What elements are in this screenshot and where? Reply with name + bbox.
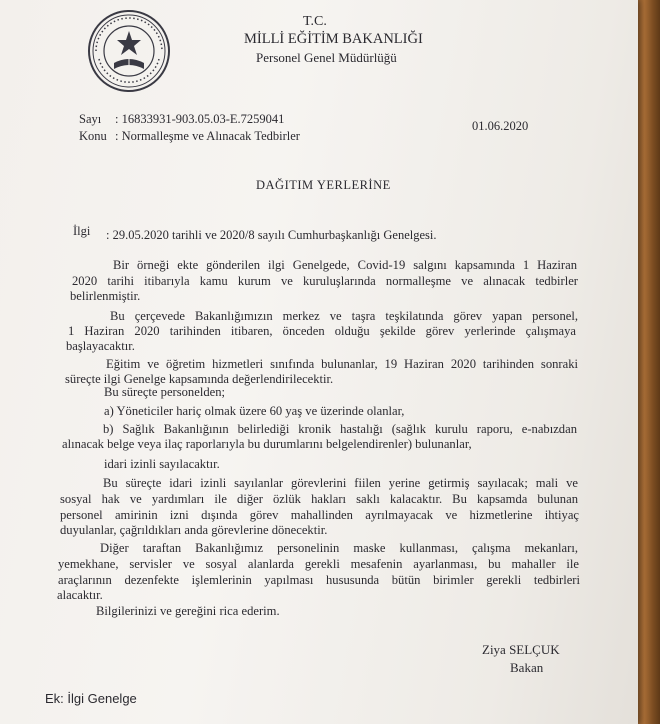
p4-conclusion: idari izinli sayılacaktır. — [104, 457, 220, 471]
p6-line1: Diğer taraftan Bakanlığımız personelinin maske kullanması, çalışma mekanları, — [100, 541, 578, 555]
konu-label: Konu — [79, 129, 107, 143]
attachment-note: Ek: İlgi Genelge — [45, 691, 137, 706]
tc-heading: T.C. — [303, 14, 327, 29]
p5-line2: sosyal hak ve yardımları ile diğer özlük hakları saklı kalacaktır. Bu kapsamda bulunan — [60, 492, 578, 506]
sayi-label: Sayı — [79, 112, 102, 126]
konu-value: : Normalleşme ve Alınacak Tedbirler — [115, 129, 300, 143]
p1-line3: belirlenmiştir. — [70, 289, 141, 303]
document-date: 01.06.2020 — [472, 119, 529, 133]
department-name: Personel Genel Müdürlüğü — [256, 50, 397, 65]
p2-line1: Bu çerçevede Bakanlığımızın merkez ve taşra teşkilatında görev yapan personel, — [110, 309, 578, 323]
wooden-edge — [636, 0, 660, 724]
ministry-name: MİLLİ EĞİTİM BAKANLIĞI — [244, 31, 423, 47]
p6-line4: alacaktır. — [57, 588, 103, 602]
p4-item-a: a) Yöneticiler hariç olmak üzere 60 yaş ve üzerinde olanlar, — [104, 404, 405, 418]
p3-line2: süreçte ilgi Genelge kapsamında değerlendirilecektir. — [65, 372, 334, 386]
p2-line2: 1 Haziran 2020 tarihinden itibaren, önceden olduğu şekilde görev yerlerinde çalışmaya — [68, 324, 576, 338]
ilgi-value: : 29.05.2020 tarihli ve 2020/8 sayılı Cumhurbaşkanlığı Genelgesi. — [106, 228, 437, 242]
p6-line2: yemekhane, servisler ve sosyal alanlarda gerekli mesafenin ayarlanması, bu mahaller ile — [58, 557, 579, 571]
p6-line3: araçlarının dezenfekte işlemlerinin yapılması hususunda bütün birimler gerekli tedbirleri — [58, 573, 580, 587]
ilgi-label: İlgi — [73, 224, 91, 238]
p4-item-b-line1: b) Sağlık Bakanlığının belirlediği kronik hastalığı (sağlık kurulu raporu, e-nabızdan — [103, 422, 577, 436]
signatory-name: Ziya SELÇUK — [482, 642, 560, 657]
ministry-seal-icon — [87, 9, 171, 93]
p2-line3: başlayacaktır. — [66, 339, 135, 353]
signatory-title: Bakan — [510, 660, 544, 675]
p4-intro: Bu süreçte personelden; — [104, 385, 225, 399]
recipient-heading: DAĞITIM YERLERİNE — [256, 178, 391, 192]
closing-line: Bilgilerinizi ve gereğini rica ederim. — [96, 604, 280, 618]
p3-line1: Eğitim ve öğretim hizmetleri sınıfında bulunanlar, 19 Haziran 2020 tarihinden sonraki — [106, 357, 578, 371]
p5-line4: duyulanlar, çağrıldıkları anda görevlerine dönecektir. — [60, 523, 328, 537]
p1-line2: 2020 tarihi itibarıyla kamu kurum ve kuruluşlarında normalleşme ve alınacak tedbirler — [72, 274, 578, 288]
p1-line1: Bir örneği ekte gönderilen ilgi Genelgede, Covid-19 salgını kapsamında 1 Haziran — [113, 258, 577, 272]
p5-line3: personel amirinin izni dışında görev mahallinden ayrılmayacak ve hizmetlerine ihtiyaç — [60, 508, 579, 522]
sayi-value: : 16833931-903.05.03-E.7259041 — [115, 112, 285, 126]
p5-line1: Bu süreçte idari izinli sayılanlar görevlerini fiilen yerine getirmiş sayılacak; mali ve — [103, 476, 578, 490]
p4-item-b-line2: alınacak belge veya ilaç raporlarıyla bu durumlarını belgelendirenler) bulunanlar, — [62, 437, 472, 451]
